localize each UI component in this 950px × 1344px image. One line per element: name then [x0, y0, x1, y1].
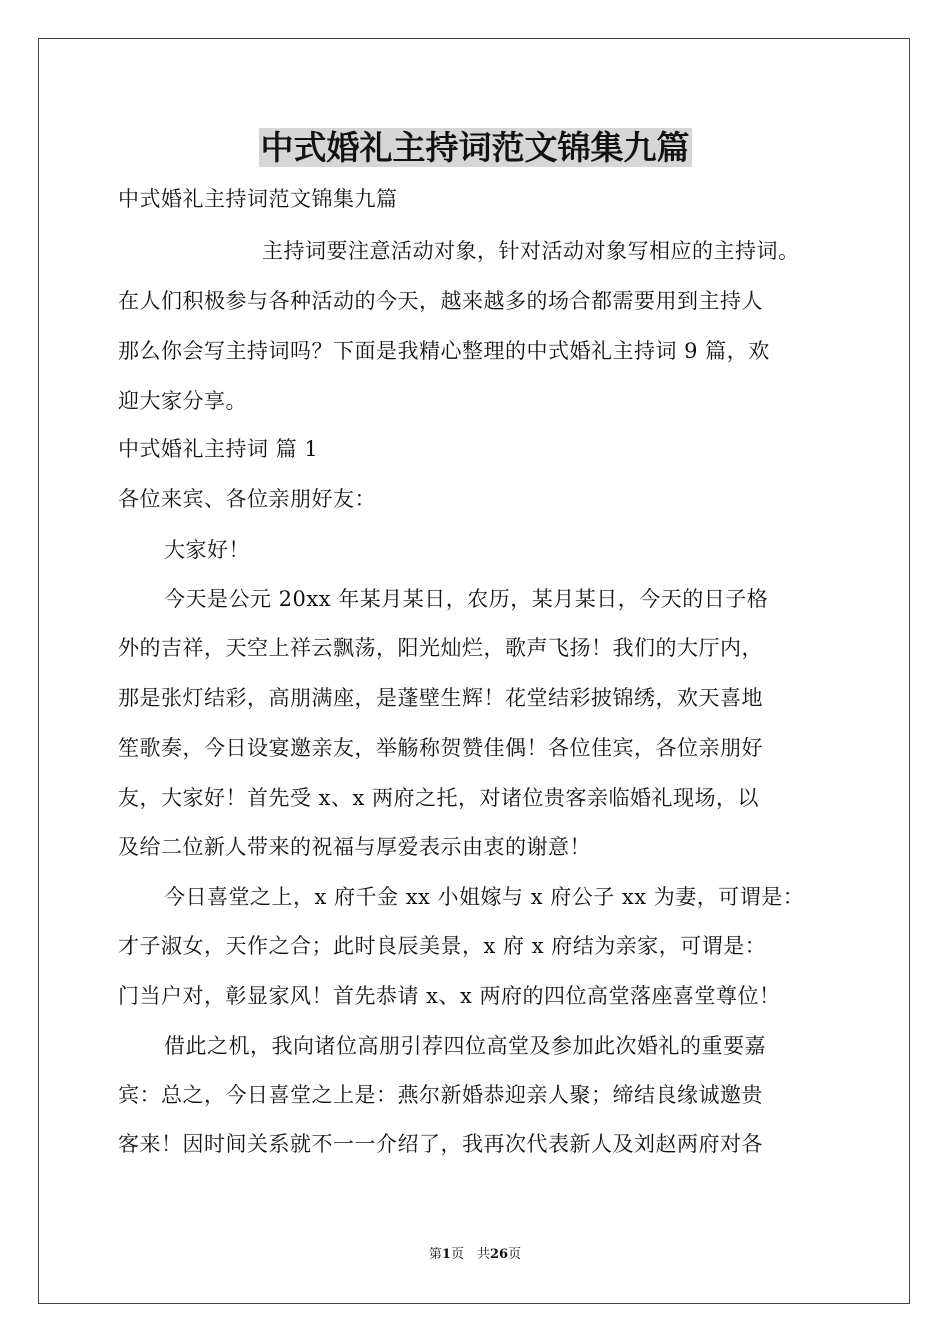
section-heading: 中式婚礼主持词 篇 1 [118, 437, 319, 461]
document-title-text: 中式婚礼主持词范文锦集九篇 [260, 128, 690, 167]
footer-suffix: 页 [508, 1247, 522, 1262]
paragraph-line: 那是张灯结彩，高朋满座，是蓬壁生辉！花堂结彩披锦绣，欢天喜地 [118, 686, 763, 710]
paragraph-line: 今天是公元 20xx 年某月某日，农历，某月某日，今天的日子格 [164, 587, 769, 611]
paragraph-line: 及给二位新人带来的祝福与厚爱表示由衷的谢意！ [118, 835, 591, 859]
footer-prefix: 第 [428, 1247, 442, 1262]
paragraph-line: 迎大家分享。 [118, 389, 247, 413]
paragraph-line: 门当户对，彰显家风！首先恭请 x、x 两府的四位高堂落座喜堂尊位！ [118, 984, 781, 1008]
doc-subtitle: 中式婚礼主持词范文锦集九篇 [118, 187, 398, 211]
page-border [38, 38, 910, 1304]
paragraph-line: 笙歌奏，今日设宴邀亲友，举觞称贺赞佳偶！各位佳宾，各位亲朋好 [118, 736, 763, 760]
paragraph-line: 外的吉祥，天空上祥云飘荡，阳光灿烂，歌声飞扬！我们的大厅内， [118, 636, 763, 660]
footer-page-number: 1 [441, 1247, 451, 1262]
page-footer [0, 1246, 950, 1264]
paragraph-line: 在人们积极参与各种活动的今天，越来越多的场合都需要用到主持人 [118, 289, 763, 313]
paragraph-line: 今日喜堂之上，x 府千金 xx 小姐嫁与 x 府公子 xx 为妻，可谓是： [164, 885, 805, 909]
paragraph-line: 宾：总之，今日喜堂之上是：燕尔新婚恭迎亲人聚；缔结良缘诚邀贵 [118, 1083, 763, 1107]
paragraph-line: 那么你会写主持词吗？下面是我精心整理的中式婚礼主持词 9 篇，欢 [118, 339, 770, 363]
footer-middle: 页 共 [450, 1247, 490, 1262]
paragraph-line: 主持词要注意活动对象，针对活动对象写相应的主持词。 [262, 239, 800, 263]
paragraph-line: 友，大家好！首先受 x、x 两府之托，对诸位贵客亲临婚礼现场，以 [118, 786, 760, 810]
document-title [0, 128, 950, 168]
paragraph-line: 才子淑女，天作之合；此时良辰美景，x 府 x 府结为亲家，可谓是： [118, 934, 767, 958]
salutation: 各位来宾、各位亲朋好友： [118, 487, 376, 511]
footer-total-pages: 26 [489, 1247, 509, 1262]
paragraph-line: 借此之机，我向诸位高朋引荐四位高堂及参加此次婚礼的重要嘉 [164, 1034, 766, 1058]
paragraph-line: 客来！因时间关系就不一一介绍了，我再次代表新人及刘赵两府对各 [118, 1132, 763, 1156]
greeting: 大家好！ [164, 538, 250, 562]
